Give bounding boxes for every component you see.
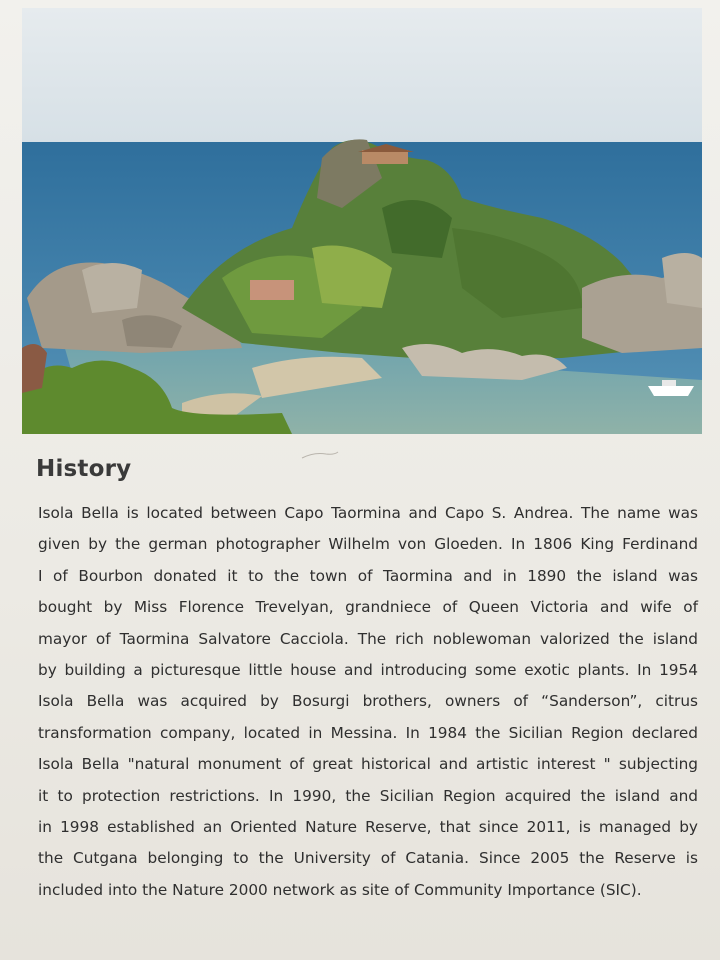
text-line: I of Bourbon donated it to the town of Taormina and in 1890 the island was — [38, 566, 698, 585]
text-line: by building a picturesque little house and introducing some exotic plants. In 1954 — [38, 660, 698, 679]
text-line: given by the german photographer Wilhelm von Gloeden. In 1806 King Ferdinand — [38, 535, 698, 554]
text-line: in 1998 established an Oriented Nature Reserve, that since 2011, is managed by — [38, 817, 698, 836]
text-line: the Cutgana belonging to the University of Catania. Since 2005 the Reserve is — [38, 849, 698, 868]
text-line: Isola Bella was acquired by Bosurgi brothers, owners of “Sanderson”, citrus — [38, 692, 698, 711]
text-line: mayor of Taormina Salvatore Cacciola. The rich noblewoman valorized the island — [38, 629, 698, 648]
history-paragraph — [38, 498, 698, 906]
island-photo — [22, 8, 702, 434]
text-line: Isola Bella "natural monument of great historical and artistic interest " subjecting — [38, 755, 698, 774]
text-line: it to protection restrictions. In 1990, the Sicilian Region acquired the island and — [38, 786, 698, 805]
scratch-mark — [300, 448, 340, 462]
text-line: Isola Bella is located between Capo Taormina and Capo S. Andrea. The name was — [38, 504, 698, 522]
text-line: bought by Miss Florence Trevelyan, grandniece of Queen Victoria and wife of — [38, 598, 698, 617]
text-line: included into the Nature 2000 network as site of Community Importance (SIC). — [38, 880, 642, 899]
text-line: transformation company, located in Messina. In 1984 the Sicilian Region declared — [38, 723, 698, 742]
section-heading: History — [36, 456, 132, 482]
